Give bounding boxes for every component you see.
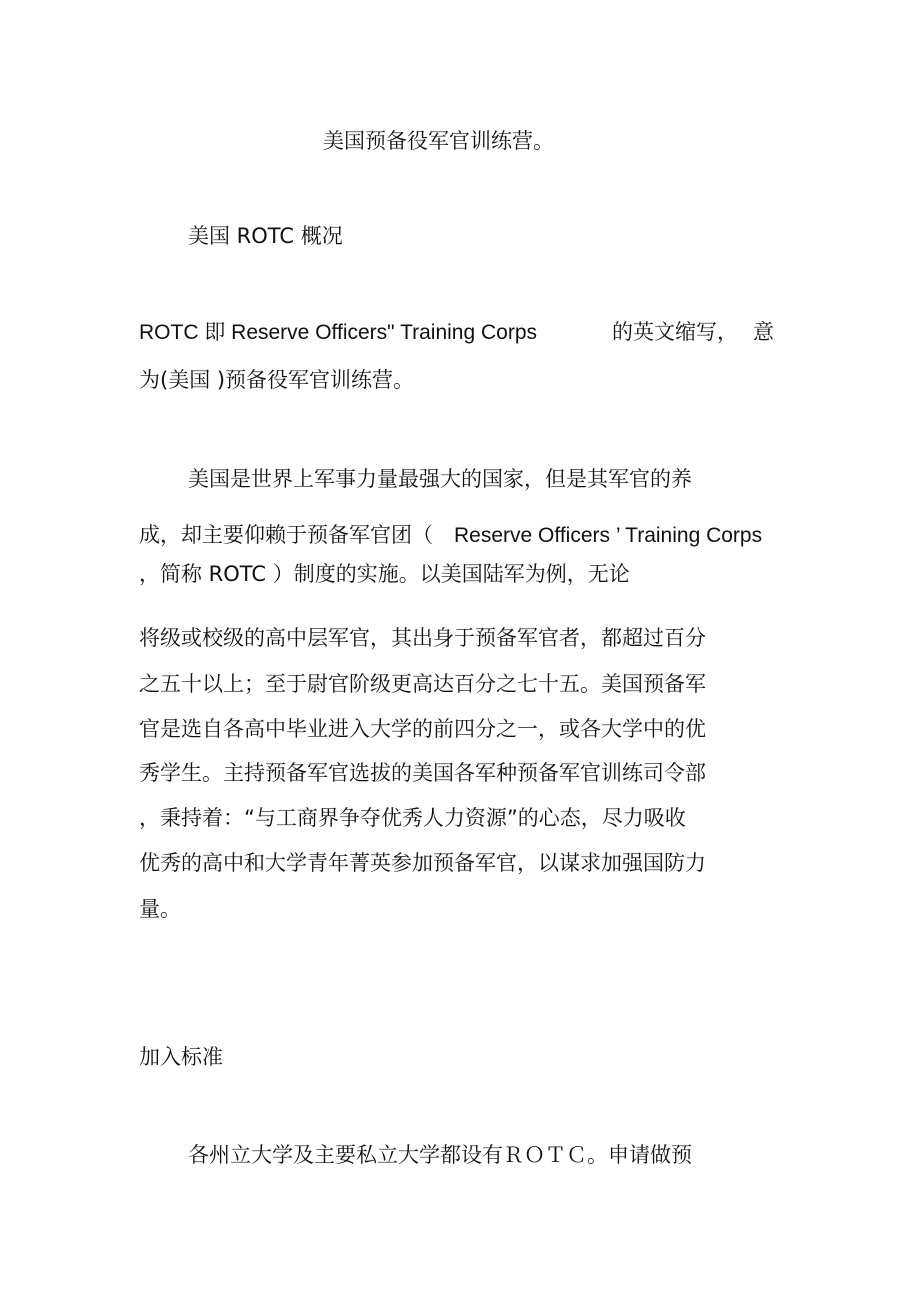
- paragraph-2-line-6: 优秀的高中和大学青年菁英参加预备军官，以谋求加强国防力: [139, 851, 706, 875]
- section-heading-admission: 加入标准: [139, 1045, 223, 1069]
- paragraph-2-line-3: 官是选自各高中毕业进入大学的前四分之一，或各大学中的优: [139, 717, 706, 741]
- paragraph-1-line-3: ，简称 ROTC ）制度的实施。以美国陆军为例，无论: [139, 562, 630, 586]
- title-line: 美国预备役军官训练营。: [323, 129, 554, 153]
- paragraph-2-line-2: 之五十以上；至于尉官阶级更高达百分之七十五。美国预备军: [139, 672, 706, 696]
- intro-line-1-end: 意: [753, 320, 774, 344]
- paragraph-1-line-1: 美国是世界上军事力量最强大的国家，但是其军官的养: [188, 467, 692, 491]
- intro-line-1-chinese: 的英文缩写，: [612, 320, 738, 344]
- intro-line-2: 为(美国 )预备役军官训练营。: [139, 368, 415, 392]
- paragraph-2-line-4: 秀学生。主持预备军官选拔的美国各军种预备军官训练司令部: [139, 761, 706, 785]
- paragraph-2-line-7: 量。: [139, 897, 181, 921]
- paragraph-2-line-1: 将级或校级的高中层军官，其出身于预备军官者，都超过百分: [139, 626, 706, 650]
- paragraph-2-line-5: ，秉持着：“与工商界争夺优秀人力资源”的心态，尽力吸收: [139, 806, 686, 830]
- paragraph-1-line-2-english: Reserve Officers ’ Training Corps: [454, 524, 763, 547]
- paragraph-1-line-2-chinese: 成，却主要仰赖于预备军官团（: [139, 523, 433, 547]
- paragraph-3-line-1: 各州立大学及主要私立大学都设有ＲＯＴＣ。申请做预: [188, 1143, 692, 1167]
- section-heading-overview: 美国 ROTC 概况: [188, 224, 343, 248]
- intro-line-1-english: ROTC 即 Reserve Officers" Training Corps: [139, 321, 538, 344]
